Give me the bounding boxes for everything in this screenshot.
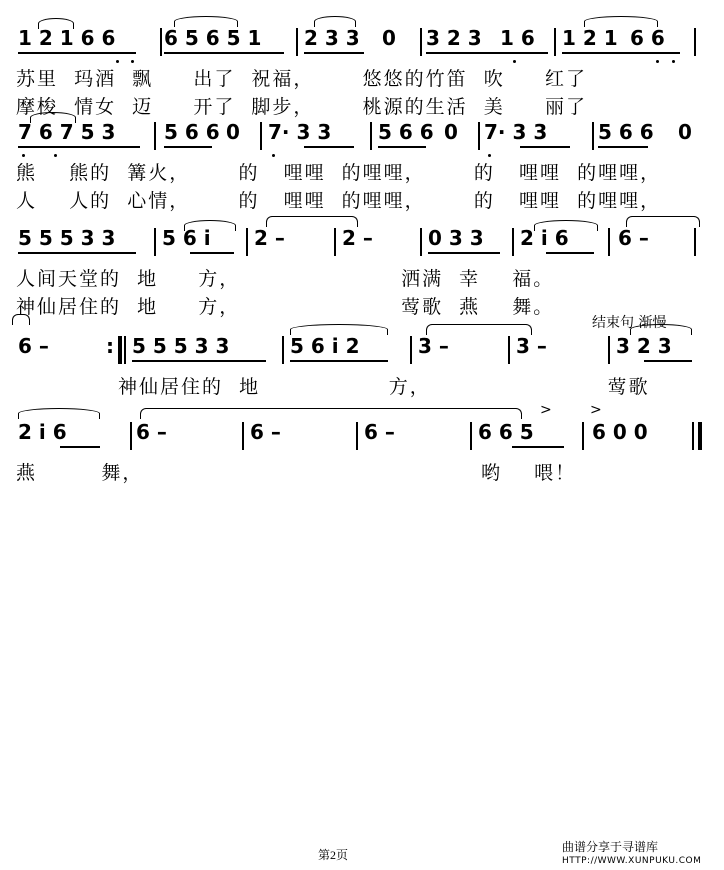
- note-group: 2 –: [254, 226, 285, 250]
- note-group: 5 6 6: [378, 120, 434, 144]
- barline: [508, 336, 510, 364]
- barline: [296, 28, 298, 56]
- barline: [512, 228, 514, 256]
- note-group: 6 5 6 5 1: [164, 26, 262, 50]
- slur: [314, 16, 356, 27]
- lyric-verse-1: 苏里 玛酒 飘 出了 祝福， 悠悠的竹笛 吹 红了: [16, 68, 587, 90]
- tie: [626, 216, 700, 227]
- barline: [334, 228, 336, 256]
- note-group: 3 2 3: [616, 334, 672, 358]
- barline: [242, 422, 244, 450]
- low-octave-dot: [116, 60, 119, 63]
- note-group: 7 6 7 5 3: [18, 120, 116, 144]
- barline: [356, 422, 358, 450]
- duration-underline: [60, 446, 100, 448]
- duration-underline: [290, 360, 388, 362]
- barline: [130, 422, 132, 450]
- barline: [554, 28, 556, 56]
- duration-underline: [644, 360, 692, 362]
- note-group: 1 2 1: [562, 26, 618, 50]
- duration-underline: [520, 146, 570, 148]
- barline: [154, 228, 156, 256]
- note-group: 3 –: [418, 334, 449, 358]
- note-group: 5 5 5 3 3: [132, 334, 230, 358]
- site-url: HTTP://WWW.XUNPUKU.COM: [562, 856, 702, 866]
- note-group: 6 –: [250, 420, 281, 444]
- duration-underline: [190, 252, 234, 254]
- note-group: 6 0 0: [592, 420, 648, 444]
- barline: [260, 122, 262, 150]
- note-group: 2 3 3: [304, 26, 360, 50]
- note-group: 6 –: [18, 334, 49, 358]
- note-group: 5 6 6: [598, 120, 654, 144]
- slur: [174, 16, 238, 27]
- repeat-barline: [124, 336, 126, 364]
- duration-underline: [18, 252, 136, 254]
- barline: [370, 122, 372, 150]
- tie: [426, 324, 532, 335]
- barline: [478, 122, 480, 150]
- lyric-verse-1: 人间天堂的 地 方， 洒满 幸 福。: [16, 268, 555, 290]
- note-group: 3 –: [516, 334, 547, 358]
- low-octave-dot: [22, 154, 25, 157]
- duration-underline: [512, 446, 564, 448]
- duration-underline: [164, 146, 212, 148]
- slur: [534, 220, 598, 231]
- low-octave-dot: [656, 60, 659, 63]
- rest: 0: [678, 120, 692, 144]
- duration-underline: [18, 146, 140, 148]
- low-octave-dot: [672, 60, 675, 63]
- note-group: 7· 3 3: [268, 120, 332, 144]
- barline: [246, 228, 248, 256]
- barline: [608, 228, 610, 256]
- slur: [290, 324, 388, 335]
- repeat-sign: :: [106, 334, 114, 358]
- duration-underline: [18, 52, 136, 54]
- low-octave-dot: [131, 60, 134, 63]
- slur: [30, 112, 76, 123]
- note-group: 5 5 5 3 3: [18, 226, 116, 250]
- note-group: 6 –: [136, 420, 167, 444]
- rest: 0: [382, 26, 396, 50]
- note-group: 0 3 3: [428, 226, 484, 250]
- duration-underline: [378, 146, 426, 148]
- note-group: 5 6 i: [162, 226, 211, 250]
- duration-underline: [562, 52, 680, 54]
- final-barline: [692, 422, 694, 450]
- accent-mark: >: [590, 402, 602, 418]
- note-group: 2 –: [342, 226, 373, 250]
- site-name: 曲谱分享于寻谱库: [562, 840, 659, 854]
- duration-underline: [598, 146, 648, 148]
- repeat-barline: [118, 336, 122, 364]
- duration-underline: [304, 146, 354, 148]
- rest: 0: [444, 120, 458, 144]
- lyric-line: 神仙居住的 地 方， 莺歌: [118, 376, 650, 398]
- duration-underline: [132, 360, 266, 362]
- note-group: 1 2 1 6 6: [18, 26, 116, 50]
- barline: [592, 122, 594, 150]
- note-group: 2 i 6: [520, 226, 569, 250]
- note-group: 5 6 6: [164, 120, 220, 144]
- duration-underline: [428, 252, 500, 254]
- lyric-line: 燕 舞， 哟 喂！: [16, 462, 577, 484]
- lyric-verse-1: 熊 熊的 篝火， 的 哩哩 的哩哩， 的 哩哩 的哩哩，: [16, 162, 662, 184]
- tie: [140, 408, 522, 419]
- note-group: 6 –: [618, 226, 649, 250]
- barline: [608, 336, 610, 364]
- slur: [584, 16, 658, 27]
- lyric-verse-2: 人 人的 心情， 的 哩哩 的哩哩， 的 哩哩 的哩哩，: [16, 190, 662, 212]
- barline: [420, 28, 422, 56]
- note-group: 5 6 i 2: [290, 334, 360, 358]
- accent-mark: >: [540, 402, 552, 418]
- barline: [160, 28, 162, 56]
- note-group: 2 i 6: [18, 420, 67, 444]
- lyric-verse-2: 摩梭 情女 迈 开了 脚步， 桃源的生活 美 丽了: [16, 96, 587, 118]
- barline: [582, 422, 584, 450]
- duration-underline: [546, 252, 594, 254]
- barline: [154, 122, 156, 150]
- final-barline: [698, 422, 702, 450]
- note-group: 3 2 3: [426, 26, 482, 50]
- low-octave-dot: [488, 154, 491, 157]
- tie: [12, 314, 30, 325]
- rest: 0: [226, 120, 240, 144]
- site-watermark: [562, 840, 701, 868]
- note-group: 7· 3 3: [484, 120, 548, 144]
- page-number: 第2页: [318, 848, 349, 862]
- duration-underline: [426, 52, 548, 54]
- note-group: 6 6 5: [478, 420, 534, 444]
- ending-phrase-label: 结束句 渐慢: [592, 315, 667, 331]
- note-group: 1 6: [500, 26, 535, 50]
- duration-underline: [164, 52, 284, 54]
- slur: [18, 408, 100, 419]
- barline: [282, 336, 284, 364]
- low-octave-dot: [272, 154, 275, 157]
- slur: [630, 324, 692, 335]
- slur: [38, 18, 74, 29]
- barline: [420, 228, 422, 256]
- low-octave-dot: [54, 154, 57, 157]
- note-group: 6 6: [630, 26, 665, 50]
- note-group: 6 –: [364, 420, 395, 444]
- low-octave-dot: [513, 60, 516, 63]
- duration-underline: [304, 52, 364, 54]
- tie: [266, 216, 358, 227]
- lyric-verse-2: 神仙居住的 地 方， 莺歌 燕 舞。: [16, 296, 555, 318]
- barline: [694, 28, 696, 56]
- barline: [410, 336, 412, 364]
- barline: [470, 422, 472, 450]
- slur: [184, 220, 236, 231]
- barline: [694, 228, 696, 256]
